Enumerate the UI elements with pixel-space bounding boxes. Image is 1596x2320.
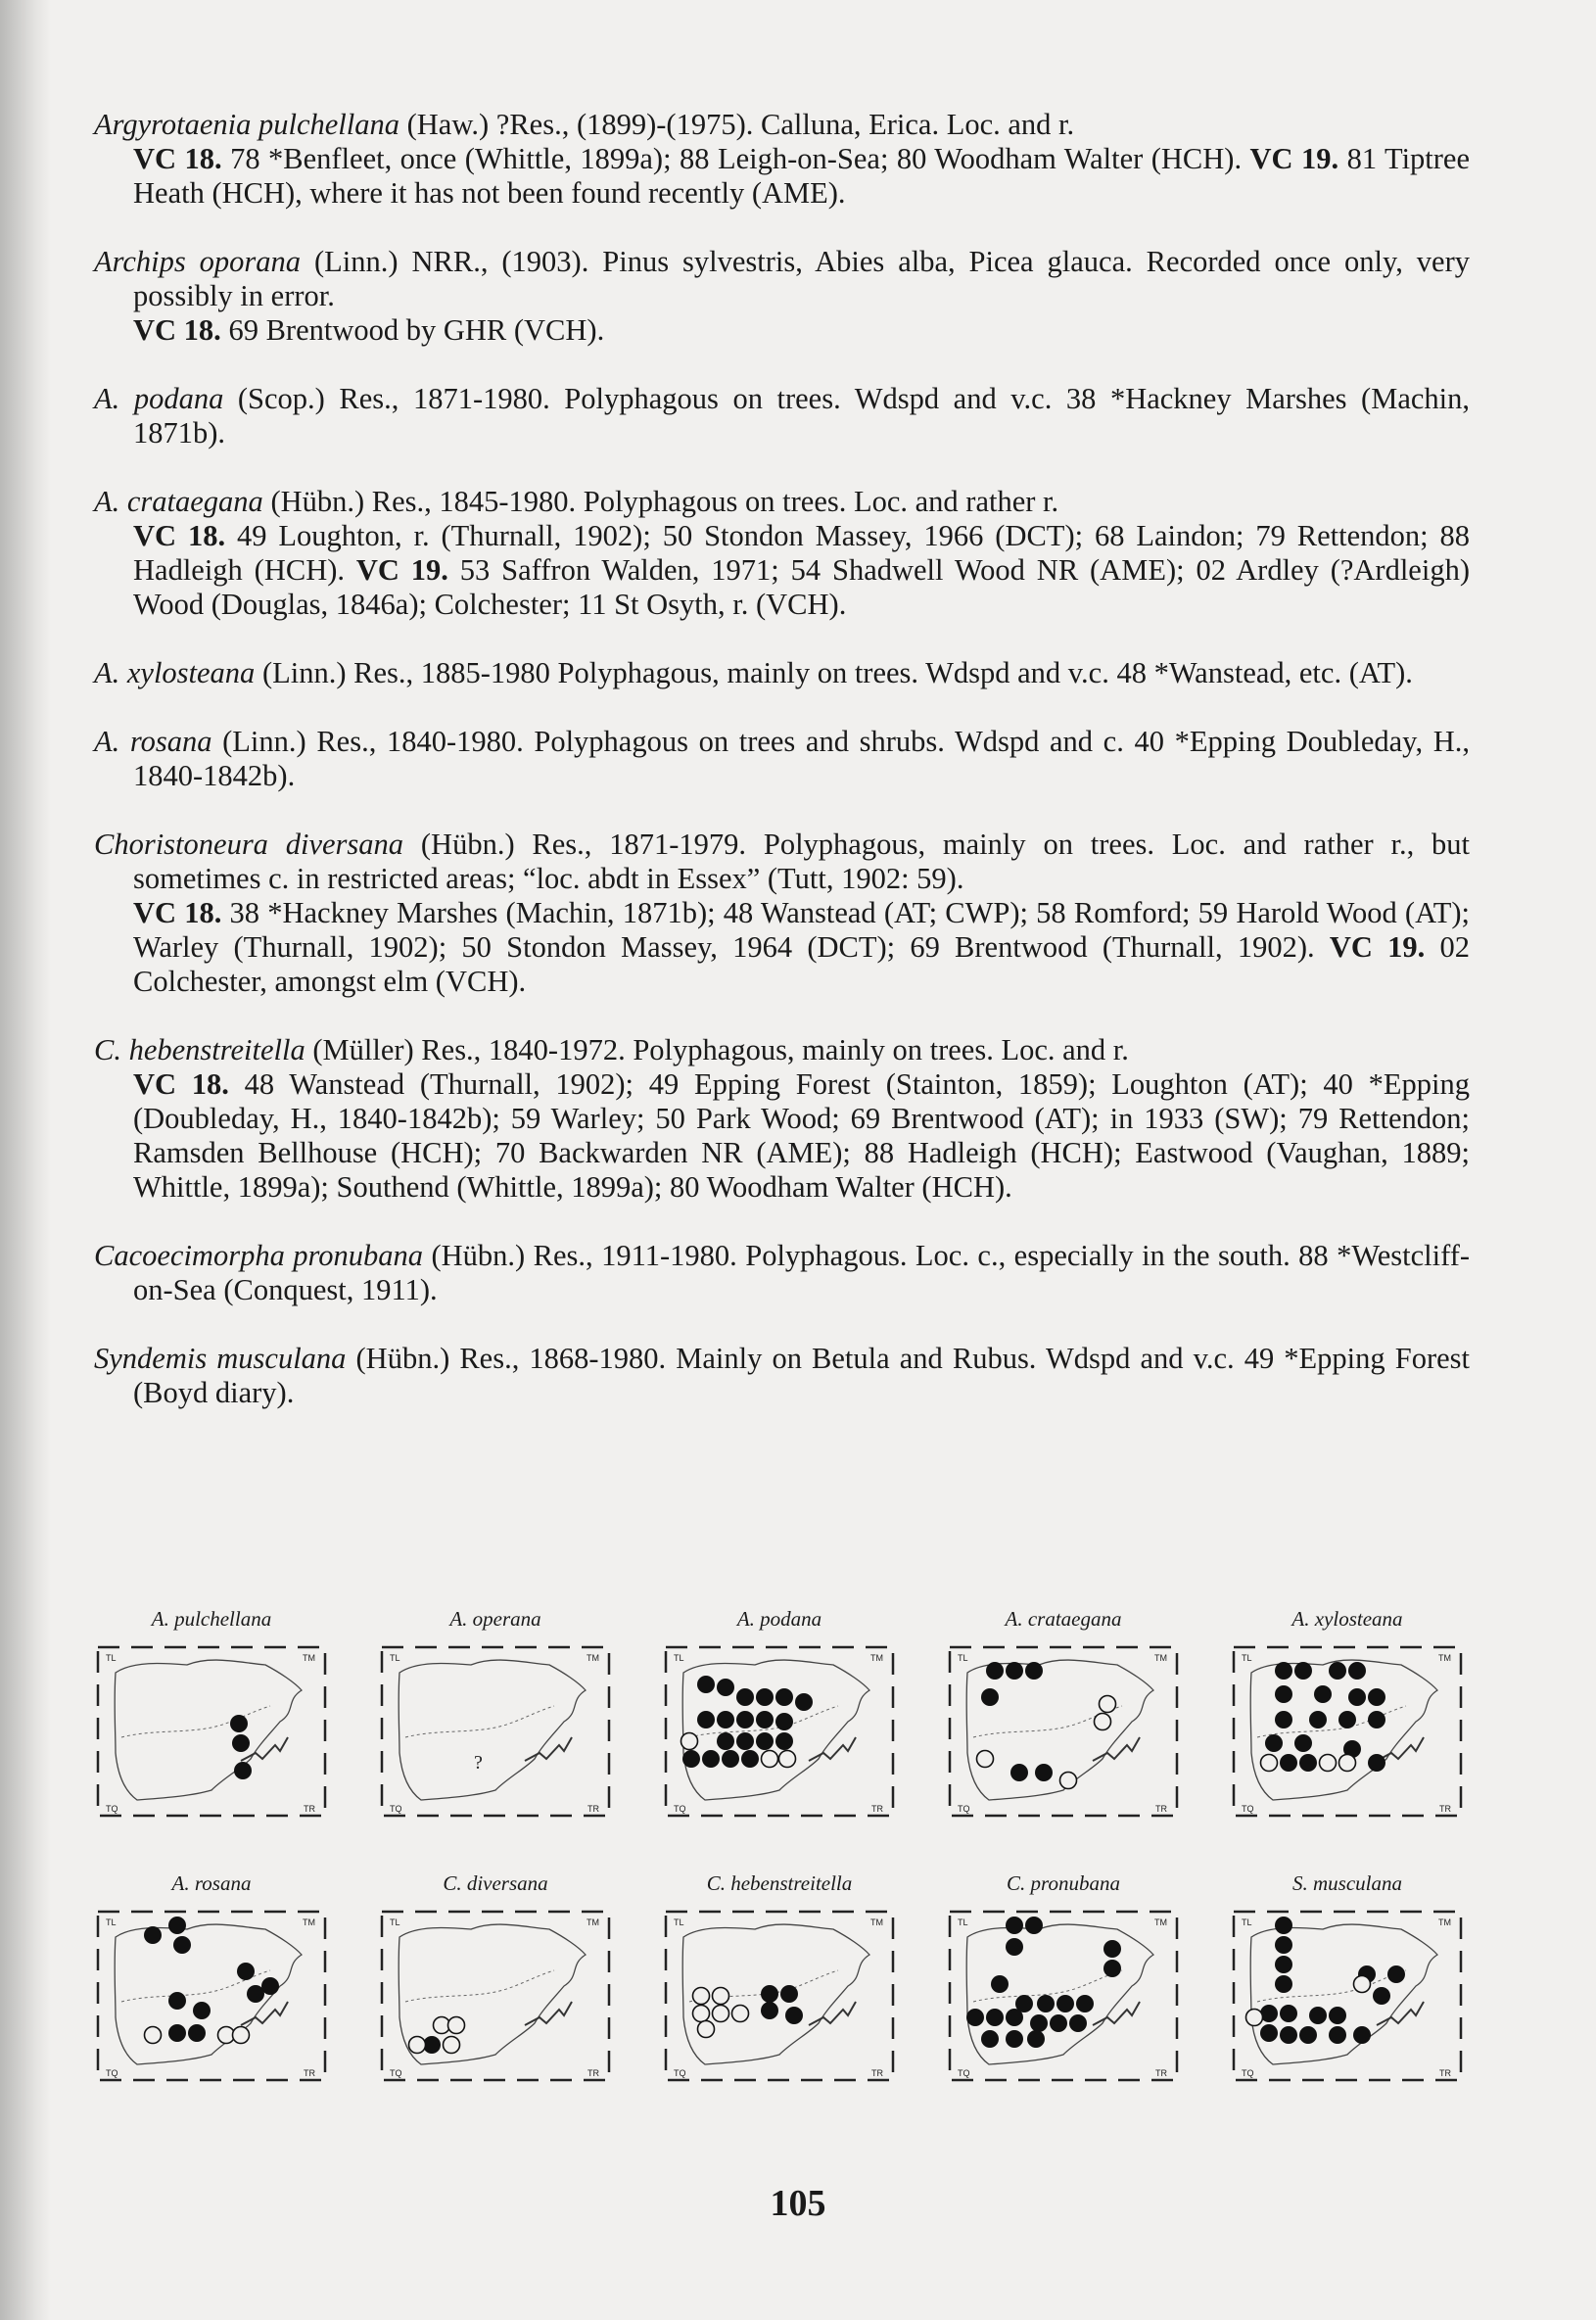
- species-heading: [94, 725, 1470, 793]
- record-dot-recent: [1275, 1956, 1292, 1973]
- record-dot-old: [1339, 1755, 1356, 1772]
- record-dot-old: [698, 2021, 715, 2038]
- record-dot-recent: [1368, 1688, 1385, 1706]
- record-dot-recent: [1006, 2030, 1023, 2048]
- grid-square-label: TQ: [390, 1804, 402, 1814]
- essex-map: [946, 1908, 1181, 2084]
- species-records: VC 18. 49 Loughton, r. (Thurnall, 1902); 50 Stondon Massey, 1966 (DCT); 68 Laindon; 79 Rettendon; 88 Hadleigh (HCH). VC 19. 53 Saffron Walden, 1971; 54 Shadwell Wood NR (AME); 02 Ardley (?Ardleigh) Wood (Douglas, 1846a); Colchester; 11 St Osyth, r. (VCH).: [133, 519, 1470, 621]
- species-description: (Linn.) Res., 1885-1980 Polyphagous, mainly on trees. Wdspd and v.c. 48 *Wanstead, etc. (AT).: [255, 656, 1413, 689]
- record-dot-recent: [697, 1676, 715, 1693]
- record-dot-recent: [1006, 1662, 1023, 1680]
- record-dot-old: [693, 2006, 710, 2022]
- record-dot-recent: [1103, 1960, 1121, 1977]
- grid-square-label: TM: [1438, 1918, 1451, 1927]
- record-dot-recent: [1265, 1734, 1283, 1752]
- species-heading: [94, 828, 1470, 896]
- county-outline: [399, 1660, 586, 1800]
- record-dot-recent: [1103, 1940, 1121, 1958]
- record-dot-old: [977, 1751, 994, 1768]
- distribution-map: [662, 1606, 907, 1820]
- record-dot-recent: [237, 1963, 255, 1980]
- species-entry: [94, 1342, 1470, 1410]
- species-heading: [94, 245, 1470, 313]
- grid-square-label: TR: [587, 2068, 599, 2078]
- distribution-map: [662, 1870, 907, 2084]
- record-dot-recent: [168, 2024, 186, 2042]
- species-description: (Müller) Res., 1840-1972. Polyphagous, mainly on trees. Loc. and r.: [305, 1033, 1129, 1066]
- grid-square-label: TL: [674, 1918, 684, 1927]
- grid-square-label: TM: [303, 1918, 315, 1927]
- record-dot-recent: [1368, 1711, 1385, 1728]
- essex-map: [662, 1908, 897, 2084]
- species-records: VC 18. 38 *Hackney Marshes (Machin, 1871b); 48 Wanstead (AT; CWP); 58 Romford; 59 Harold Wood (AT); Warley (Thurnall, 1902); 50 Stondon Massey, 1964 (DCT); 69 Brentwood (Thurnall, 1902). VC 19. 02 Colchester, amongst elm (VCH).: [133, 896, 1470, 998]
- record-dot-old: [713, 1988, 729, 2005]
- species-heading: [94, 656, 1470, 690]
- record-dot-old: [233, 2027, 250, 2044]
- grid-square-label: TM: [1438, 1653, 1451, 1663]
- record-dot-old: [779, 1751, 796, 1768]
- record-dot-old: [1060, 1773, 1077, 1789]
- record-dot-recent: [682, 1750, 700, 1768]
- record-dot-recent: [780, 1985, 798, 2003]
- record-dot-recent: [173, 1936, 191, 1954]
- species-heading: [94, 1033, 1470, 1067]
- species-records: VC 18. 48 Wanstead (Thurnall, 1902); 49 Epping Forest (Stainton, 1859); Loughton (AT); 40 *Epping (Doubleday, H., 1840-1842b); 59 Warley; 50 Park Wood; 69 Brentwood (AT); in 1933 (SW); 79 Rettendon; Ramsden Bellhouse (HCH); 70 Backwarden NR (AME); 88 Hadleigh (HCH); Eastwood (Vaughan, 1889; Whittle, 1899a); Southend (Whittle, 1899a); 80 Woodham Walter (HCH).: [133, 1067, 1470, 1204]
- species-entry: [94, 485, 1470, 622]
- species-records: VC 18. 78 *Benfleet, once (Whittle, 1899a); 88 Leigh-on-Sea; 80 Woodham Walter (HCH). VC 19. 81 Tiptree Heath (HCH), where it has not been found recently (AME).: [133, 142, 1471, 210]
- record-dot-recent: [1368, 1754, 1385, 1772]
- record-dot-old: [409, 2037, 426, 2054]
- grid-square-label: TQ: [106, 2068, 118, 2078]
- species-name: Argyrotaenia pulchellana: [94, 108, 399, 141]
- distribution-map: [378, 1606, 623, 1820]
- essex-map: [94, 1908, 329, 2084]
- record-dot-recent: [986, 2009, 1004, 2026]
- record-dot-recent: [1006, 1938, 1023, 1956]
- grid-square-label: TQ: [674, 1804, 686, 1814]
- record-dot-recent: [1275, 1975, 1292, 1993]
- essex-map: [378, 1908, 613, 2084]
- map-species-label: A. crataegana: [1005, 1607, 1122, 1631]
- essex-map: [378, 1643, 613, 1820]
- essex-map: [1230, 1908, 1465, 2084]
- vice-county-boundary: [121, 1706, 270, 1737]
- record-dot-recent: [1027, 2030, 1045, 2048]
- record-dot-recent: [966, 2009, 984, 2026]
- grid-square-label: TR: [1155, 1804, 1167, 1814]
- grid-square-label: TR: [304, 1804, 315, 1814]
- grid-square-label: TL: [390, 1918, 400, 1927]
- record-dot-recent: [144, 1926, 162, 1944]
- grid-square-label: TQ: [958, 1804, 970, 1814]
- grid-square-label: TQ: [674, 2068, 686, 2078]
- record-dot-recent: [1006, 1917, 1023, 1934]
- record-dot-old: [732, 2006, 749, 2022]
- grid-square-label: TL: [958, 1653, 968, 1663]
- grid-square-label: TR: [304, 2068, 315, 2078]
- species-heading: [94, 108, 1470, 142]
- record-dot-recent: [991, 1975, 1009, 1993]
- record-dot-recent: [1037, 1995, 1055, 2012]
- distribution-map: [378, 1870, 623, 2084]
- species-heading: [94, 1239, 1470, 1307]
- species-name: A. podana: [94, 382, 224, 415]
- record-dot-recent: [981, 1688, 999, 1706]
- record-dot-recent: [1314, 1685, 1332, 1703]
- grid-square-label: TR: [587, 1804, 599, 1814]
- record-dot-recent: [1338, 1711, 1356, 1728]
- grid-square-label: TR: [1439, 1804, 1451, 1814]
- record-dot-old: [1100, 1696, 1116, 1713]
- record-dot-old: [1261, 1755, 1278, 1772]
- grid-square-label: TR: [1155, 2068, 1167, 2078]
- essex-map: [1230, 1643, 1465, 1820]
- species-records: VC 18. 69 Brentwood by GHR (VCH).: [133, 313, 605, 347]
- record-dot-old: [444, 2037, 460, 2054]
- record-dot-old: [1095, 1714, 1111, 1730]
- record-dot-recent: [1294, 1734, 1312, 1752]
- record-dot-recent: [1025, 1662, 1043, 1680]
- record-dot-recent: [775, 1688, 793, 1706]
- species-entry: [94, 108, 1470, 211]
- record-dot-recent: [1275, 1917, 1292, 1934]
- record-dot-recent: [168, 1992, 186, 2010]
- record-dot-recent: [736, 1711, 754, 1728]
- essex-map: [662, 1643, 897, 1820]
- record-dot-recent: [736, 1732, 754, 1750]
- record-dot-recent: [1294, 1662, 1312, 1680]
- record-dot-recent: [247, 1985, 264, 2003]
- species-description: (Hübn.) Res., 1871-1979. Polyphagous, mainly on trees. Loc. and rather r., but sometimes c. in restricted areas; “loc. abdt in Essex” (Tutt, 1902: 59).: [133, 828, 1470, 895]
- record-dot-recent: [756, 1732, 774, 1750]
- record-dot-old: [681, 1733, 698, 1750]
- record-dot-recent: [1329, 2007, 1346, 2024]
- vice-county-boundary: [405, 1970, 554, 2002]
- vice-county-boundary: [405, 1706, 554, 1737]
- record-dot-old: [693, 1988, 710, 2005]
- record-dot-old: [1246, 2010, 1263, 2026]
- map-species-label: A. pulchellana: [151, 1607, 272, 1631]
- record-dot-recent: [717, 1732, 734, 1750]
- record-dot-recent: [1275, 1662, 1292, 1680]
- map-species-label: A. podana: [736, 1607, 822, 1631]
- record-dot-recent: [168, 1917, 186, 1934]
- record-dot-recent: [756, 1711, 774, 1728]
- species-description: (Linn.) NRR., (1903). Pinus sylvestris, Abies alba, Picea glauca. Recorded once only, very possibly in error.: [133, 245, 1470, 312]
- grid-square-label: TL: [390, 1653, 400, 1663]
- distribution-map: [946, 1870, 1191, 2084]
- species-description: (Hübn.) Res., 1868-1980. Mainly on Betula and Rubus. Wdspd and v.c. 49 *Epping Forest (Boyd diary).: [133, 1342, 1470, 1409]
- grid-square-label: TM: [303, 1653, 315, 1663]
- record-dot-recent: [981, 2030, 999, 2048]
- map-species-label: C. pronubana: [1007, 1871, 1120, 1895]
- record-dot-old: [713, 2006, 729, 2022]
- county-outline: [115, 1660, 302, 1800]
- species-text-block: [94, 108, 1470, 1444]
- grid-square-label: TM: [870, 1653, 883, 1663]
- grid-square-label: TL: [106, 1653, 117, 1663]
- species-name: Cacoecimorpha pronubana: [94, 1239, 424, 1272]
- record-dot-old: [762, 1751, 778, 1768]
- grid-square-label: TQ: [390, 2068, 402, 2078]
- distribution-maps-grid: [94, 1606, 1484, 2115]
- grid-square-label: TQ: [106, 1804, 118, 1814]
- record-dot-recent: [756, 1688, 774, 1706]
- record-dot-recent: [1010, 1764, 1028, 1781]
- page-number: 105: [770, 2183, 826, 2224]
- record-dot-recent: [1050, 2014, 1067, 2032]
- distribution-map: [1230, 1606, 1475, 1820]
- map-species-label: A. xylosteana: [1291, 1607, 1403, 1631]
- species-entry: [94, 245, 1470, 348]
- species-heading: [94, 1342, 1470, 1410]
- record-dot-recent: [736, 1688, 754, 1706]
- record-dot-recent: [1309, 2007, 1327, 2024]
- grid-square-label: TL: [1242, 1653, 1252, 1663]
- map-species-label: A. rosana: [171, 1871, 252, 1895]
- record-dot-old: [448, 2017, 465, 2034]
- record-dot-recent: [1387, 1965, 1405, 1983]
- species-name: Syndemis musculana: [94, 1342, 347, 1375]
- county-outline: [115, 1924, 302, 2064]
- record-dot-recent: [1030, 2014, 1048, 2032]
- species-heading: [94, 382, 1470, 450]
- record-dot-recent: [1076, 1995, 1094, 2012]
- species-entry: [94, 725, 1470, 793]
- record-dot-recent: [795, 1693, 813, 1711]
- record-dot-recent: [1348, 1662, 1366, 1680]
- species-name: A. xylosteana: [94, 656, 256, 689]
- record-dot-recent: [1025, 1917, 1043, 1934]
- record-dot-recent: [1275, 1685, 1292, 1703]
- record-dot-recent: [234, 1762, 252, 1779]
- species-entry: [94, 656, 1470, 690]
- record-dot-recent: [761, 1985, 778, 2003]
- record-dot-recent: [1280, 2026, 1297, 2044]
- species-description: (Hübn.) Res., 1911-1980. Polyphagous. Loc. c., especially in the south. 88 *Westcliff-on-Sea (Conquest, 1911).: [133, 1239, 1471, 1306]
- map-species-label: C. diversana: [443, 1871, 548, 1895]
- record-dot-recent: [1353, 2026, 1371, 2044]
- grid-square-label: TL: [1242, 1918, 1252, 1927]
- essex-map: [946, 1643, 1181, 1820]
- record-dot-old: [1354, 1976, 1371, 1993]
- record-dot-recent: [188, 2024, 206, 2042]
- grid-square-label: TL: [958, 1918, 968, 1927]
- grid-square-label: TM: [870, 1918, 883, 1927]
- record-dot-recent: [232, 1734, 250, 1752]
- record-dot-recent: [785, 2007, 803, 2024]
- species-name: C. hebenstreitella: [94, 1033, 305, 1066]
- record-dot-recent: [1299, 1754, 1317, 1772]
- record-dot-recent: [741, 1750, 759, 1768]
- species-description: (Haw.) ?Res., (1899)-(1975). Calluna, Erica. Loc. and r.: [399, 108, 1075, 141]
- species-entry: [94, 1033, 1470, 1205]
- distribution-map: [1230, 1870, 1475, 2084]
- record-dot-recent: [1329, 1662, 1346, 1680]
- record-dot-recent: [230, 1715, 248, 1732]
- species-entry: [94, 828, 1470, 999]
- record-dot-recent: [1035, 1764, 1053, 1781]
- grid-square-label: TR: [871, 1804, 883, 1814]
- record-dot-recent: [1260, 2024, 1278, 2042]
- map-species-label: A. operana: [449, 1607, 541, 1631]
- record-dot-recent: [1006, 2009, 1023, 2026]
- species-description: (Scop.) Res., 1871-1980. Polyphagous on trees. Wdspd and v.c. 38 *Hackney Marshes (Machin, 1871b).: [133, 382, 1471, 450]
- distribution-map: [946, 1606, 1191, 1820]
- grid-square-label: TM: [587, 1918, 599, 1927]
- record-dot-recent: [1280, 1754, 1297, 1772]
- grid-square-label: TR: [871, 2068, 883, 2078]
- species-name: A. crataegana: [94, 485, 263, 518]
- grid-square-label: TL: [106, 1918, 117, 1927]
- record-dot-recent: [1280, 2005, 1297, 2022]
- map-species-label: S. musculana: [1292, 1871, 1402, 1895]
- distribution-map: [94, 1606, 339, 1820]
- grid-square-label: TM: [587, 1653, 599, 1663]
- map-species-label: C. hebenstreitella: [706, 1871, 853, 1895]
- record-dot-recent: [722, 1750, 739, 1768]
- species-heading: [94, 485, 1470, 519]
- species-entry: [94, 1239, 1470, 1307]
- record-dot-recent: [697, 1711, 715, 1728]
- record-dot-recent: [1275, 1936, 1292, 1954]
- county-outline: [1250, 1660, 1437, 1800]
- record-dot-old: [145, 2027, 162, 2044]
- grid-square-label: TR: [1439, 2068, 1451, 2078]
- record-dot-recent: [1056, 1995, 1074, 2012]
- essex-map: [94, 1643, 329, 1820]
- distribution-map: [94, 1870, 339, 2084]
- query-mark: ?: [474, 1752, 483, 1774]
- species-name: Archips oporana: [94, 245, 302, 278]
- record-dot-recent: [1329, 2026, 1346, 2044]
- record-dot-recent: [193, 2002, 211, 2019]
- record-dot-recent: [775, 1713, 793, 1730]
- record-dot-recent: [702, 1750, 720, 1768]
- record-dot-recent: [717, 1711, 734, 1728]
- record-dot-old: [1320, 1755, 1337, 1772]
- record-dot-recent: [1069, 2014, 1087, 2032]
- species-entry: [94, 382, 1470, 450]
- record-dot-recent: [761, 2002, 778, 2019]
- record-dot-recent: [986, 1662, 1004, 1680]
- grid-square-label: TQ: [1242, 2068, 1254, 2078]
- record-dot-recent: [775, 1732, 793, 1750]
- species-description: (Linn.) Res., 1840-1980. Polyphagous on trees and shrubs. Wdspd and c. 40 *Epping Doubleday, H., 1840-1842b).: [133, 725, 1470, 792]
- record-dot-recent: [1299, 2026, 1317, 2044]
- grid-square-label: TQ: [1242, 1804, 1254, 1814]
- record-dot-recent: [1275, 1711, 1292, 1728]
- species-name: Choristoneura diversana: [94, 828, 404, 861]
- grid-square-label: TL: [674, 1653, 684, 1663]
- record-dot-recent: [717, 1679, 734, 1696]
- species-name: A. rosana: [94, 725, 212, 758]
- species-description: (Hübn.) Res., 1845-1980. Polyphagous on trees. Loc. and rather r.: [262, 485, 1059, 518]
- record-dot-recent: [1309, 1711, 1327, 1728]
- record-dot-recent: [1373, 1987, 1390, 2005]
- grid-square-label: TM: [1154, 1918, 1167, 1927]
- grid-square-label: TM: [1154, 1653, 1167, 1663]
- grid-square-label: TQ: [958, 2068, 970, 2078]
- record-dot-recent: [1348, 1688, 1366, 1706]
- page-edge-shadow: [0, 0, 51, 2320]
